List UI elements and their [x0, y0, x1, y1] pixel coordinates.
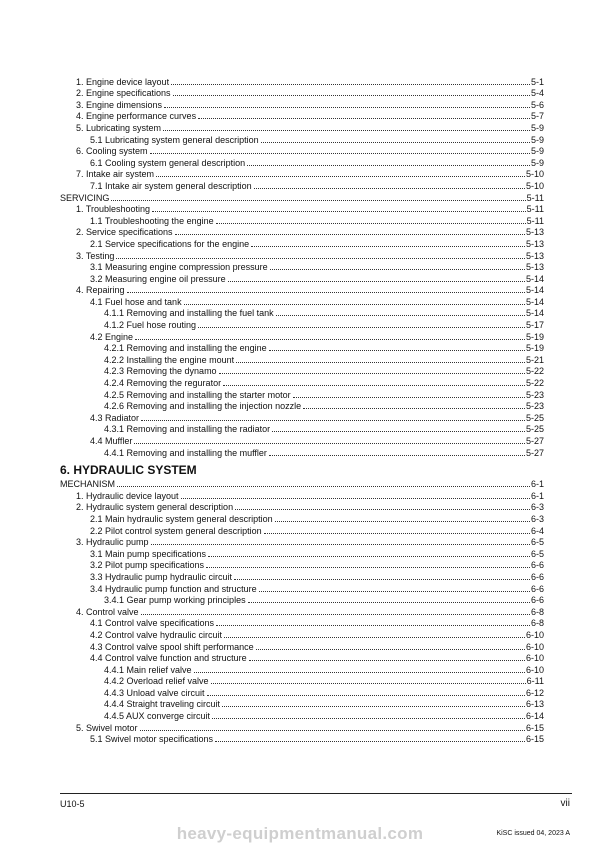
toc-entry-page: 6-4 [530, 525, 544, 536]
toc-entry-page: 5-13 [525, 227, 544, 238]
dot-leader [276, 309, 525, 316]
toc-entry-title: 4.1 Control valve specifications [90, 618, 215, 629]
toc-entry-page: 5-23 [525, 401, 544, 412]
toc-entry-title: 4.2.3 Removing the dynamo [104, 366, 217, 377]
toc-entry-page: 5-7 [530, 111, 544, 122]
dot-leader [228, 275, 525, 282]
toc-entry[interactable] [60, 641, 544, 653]
toc-entry-page: 6-6 [530, 583, 544, 594]
dot-leader [206, 561, 530, 568]
dot-leader [269, 344, 525, 351]
toc-entry-page: 5-9 [530, 134, 544, 145]
toc-entry-title: 4.3 Control valve spool shift performance [90, 641, 254, 652]
toc-entry-title: 4.4.2 Overload relief valve [104, 676, 209, 687]
toc-entry[interactable] [60, 699, 544, 711]
toc-entry-title: 4. Control valve [76, 606, 139, 617]
dot-leader [249, 654, 525, 661]
toc-entry-page: 5-19 [525, 343, 544, 354]
toc-entry-title: 5. Swivel motor [76, 722, 138, 733]
toc-entry-title: 3. Testing [76, 250, 115, 261]
dot-leader [140, 724, 525, 731]
dot-leader [235, 503, 530, 510]
toc-entry[interactable] [60, 606, 544, 618]
toc-entry-page: 6-10 [525, 653, 544, 664]
dot-leader [236, 356, 525, 363]
toc-entry-title: MECHANISM [60, 479, 116, 490]
toc-entry-title: 4.3 Radiator [90, 412, 140, 423]
toc-entry-page: 5-9 [530, 157, 544, 168]
toc-entry[interactable] [60, 192, 544, 204]
toc-entry[interactable] [60, 424, 544, 436]
toc-entry-title: 1. Troubleshooting [76, 204, 151, 215]
toc-entry-title: 4.4.1 Removing and installing the muffler [104, 447, 267, 458]
dot-leader [141, 414, 525, 421]
toc-entry-page: 6-3 [530, 513, 544, 524]
toc-entry-title: 4. Repairing [76, 285, 125, 296]
toc-entry-title: 7.1 Intake air system general description [90, 180, 252, 191]
dot-leader [150, 147, 530, 154]
toc-entry-title: 6.1 Cooling system general description [90, 157, 246, 168]
table-of-contents [60, 76, 544, 745]
toc-entry-page: 6-8 [530, 606, 544, 617]
toc-entry-title: 4.4.5 AUX converge circuit [104, 711, 211, 722]
dot-leader [303, 402, 525, 409]
toc-entry[interactable] [60, 537, 544, 549]
dot-leader [269, 449, 525, 456]
toc-entry-page: 5-6 [530, 99, 544, 110]
toc-entry-title: 4.3.1 Removing and installing the radiator [104, 424, 271, 435]
toc-entry[interactable] [60, 308, 544, 320]
dot-leader [116, 252, 525, 259]
toc-entry-page: 6-3 [530, 502, 544, 513]
toc-entry-page: 6-10 [525, 641, 544, 652]
toc-entry[interactable] [60, 227, 544, 239]
toc-entry-page: 5-14 [525, 308, 544, 319]
toc-entry[interactable] [60, 595, 544, 607]
dot-leader [151, 538, 530, 545]
toc-entry-page: 5-27 [525, 447, 544, 458]
toc-entry-title: 4.4.1 Main relief valve [104, 664, 192, 675]
toc-entry-page: 6-15 [525, 722, 544, 733]
toc-entry[interactable] [60, 571, 544, 583]
toc-entry[interactable] [60, 401, 544, 413]
footer-divider [60, 793, 572, 794]
dot-leader [234, 573, 530, 580]
toc-entry-page: 5-9 [530, 146, 544, 157]
toc-entry[interactable] [60, 479, 544, 491]
toc-entry-title: 3.2 Measuring engine oil pressure [90, 273, 226, 284]
dot-leader [293, 391, 525, 398]
model-code: U10-5 [60, 799, 85, 809]
toc-entry-page: 5-25 [525, 424, 544, 435]
toc-entry-title: 5.1 Lubricating system general description [90, 134, 259, 145]
dot-leader [173, 89, 530, 96]
dot-leader [181, 492, 530, 499]
dot-leader [127, 286, 525, 293]
toc-entry[interactable] [60, 664, 544, 676]
dot-leader [198, 112, 530, 119]
toc-entry-title: 3.4 Hydraulic pump function and structure [90, 583, 257, 594]
toc-entry-page: 5-25 [525, 412, 544, 423]
dot-leader [211, 677, 526, 684]
toc-entry[interactable] [60, 513, 544, 525]
dot-leader [215, 735, 525, 742]
dot-leader [247, 159, 530, 166]
toc-entry-page: 5-13 [525, 238, 544, 249]
toc-entry[interactable] [60, 285, 544, 297]
toc-entry[interactable] [60, 583, 544, 595]
toc-entry-title: 4.4.3 Unload valve circuit [104, 687, 205, 698]
toc-entry[interactable] [60, 319, 544, 331]
dot-leader [207, 689, 525, 696]
toc-entry[interactable] [60, 262, 544, 274]
dot-leader [275, 515, 530, 522]
toc-entry-page: 6-10 [525, 664, 544, 675]
toc-entry-title: 5.1 Swivel motor specifications [90, 734, 214, 745]
toc-entry[interactable] [60, 377, 544, 389]
dot-leader [152, 205, 526, 212]
dot-leader [259, 585, 530, 592]
toc-entry-title: 3.2 Pilot pump specifications [90, 560, 205, 571]
toc-entry-page: 5-14 [525, 285, 544, 296]
toc-entry-title: 4.2 Control valve hydraulic circuit [90, 629, 223, 640]
toc-entry-title: 4. Engine performance curves [76, 111, 197, 122]
toc-entry-page: 6-6 [530, 571, 544, 582]
dot-leader [216, 619, 530, 626]
dot-leader [163, 124, 530, 131]
toc-entry-page: 6-14 [525, 711, 544, 722]
toc-entry[interactable] [60, 99, 544, 111]
toc-entry-title: 3.1 Measuring engine compression pressure [90, 262, 268, 273]
toc-entry[interactable] [60, 722, 544, 734]
toc-entry[interactable] [60, 238, 544, 250]
toc-entry-page: 5-10 [525, 169, 544, 180]
toc-entry-title: 1.1 Troubleshooting the engine [90, 215, 214, 226]
toc-entry-title: 4.4.4 Straight traveling circuit [104, 699, 221, 710]
toc-entry[interactable] [60, 215, 544, 227]
toc-entry[interactable] [60, 354, 544, 366]
toc-entry-title: 4.1.2 Fuel hose routing [104, 320, 197, 331]
dot-leader [156, 170, 525, 177]
toc-entry[interactable] [60, 204, 544, 216]
dot-leader [251, 240, 525, 247]
dot-leader [222, 700, 525, 707]
dot-leader [256, 643, 525, 650]
toc-entry[interactable] [60, 676, 544, 688]
toc-entry-page: 5-14 [525, 273, 544, 284]
toc-entry[interactable] [60, 273, 544, 285]
toc-entry[interactable] [60, 366, 544, 378]
toc-entry-title: 4.4 Muffler [90, 436, 133, 446]
dot-leader [141, 608, 530, 615]
dot-leader [135, 333, 525, 340]
toc-entry[interactable] [60, 180, 544, 192]
toc-entry-title: 1. Engine device layout [76, 76, 170, 87]
toc-entry-title: 6. Cooling system [76, 146, 148, 157]
toc-entry[interactable] [60, 525, 544, 537]
toc-entry-title: 4.2.2 Installing the engine mount [104, 354, 235, 365]
dot-leader [254, 182, 525, 189]
dot-leader [184, 298, 525, 305]
toc-entry[interactable] [60, 629, 544, 641]
toc-entry-page: 6-11 [526, 676, 544, 687]
dot-leader [219, 367, 525, 374]
toc-entry[interactable] [60, 490, 544, 502]
toc-entry-page: 6-1 [530, 479, 544, 490]
toc-entry-title: 2. Engine specifications [76, 88, 171, 99]
toc-entry-title: 3.4.1 Gear pump working principles [104, 595, 246, 606]
toc-entry[interactable] [60, 653, 544, 665]
toc-entry[interactable] [60, 343, 544, 355]
toc-entry-title: 5. Lubricating system [76, 122, 162, 133]
toc-entry[interactable] [60, 331, 544, 343]
dot-leader [223, 379, 525, 386]
page-number: vii [560, 798, 570, 809]
toc-entry[interactable] [60, 412, 544, 424]
toc-entry-page: 6-6 [530, 595, 544, 606]
toc-entry-page: 5-4 [530, 88, 544, 99]
dot-leader [216, 217, 526, 224]
dot-leader [175, 228, 525, 235]
toc-entry-page: 5-22 [525, 366, 544, 377]
dot-leader [264, 527, 530, 534]
dot-leader [270, 263, 525, 270]
toc-entry-title: 2. Service specifications [76, 227, 173, 238]
toc-entry-page: 6-6 [530, 560, 544, 571]
toc-entry[interactable] [60, 560, 544, 572]
toc-entry-title: 4.2 Engine [90, 331, 134, 342]
toc-entry-page: 5-14 [525, 296, 544, 307]
toc-entry-page: 5-27 [525, 436, 544, 446]
issue-note: KiSC issued 04, 2023 A [496, 830, 570, 837]
toc-entry-title: 1. Hydraulic device layout [76, 490, 179, 501]
toc-entry[interactable] [60, 687, 544, 699]
toc-entry-title: 2.1 Main hydraulic system general description [90, 513, 273, 524]
toc-entry-page: 5-9 [530, 122, 544, 133]
toc-entry-page: 5-13 [525, 250, 544, 261]
toc-entry[interactable] [60, 296, 544, 308]
chapter-title: 6. HYDRAULIC SYSTEM [60, 462, 197, 477]
dot-leader [261, 136, 530, 143]
toc-entry-title: 7. Intake air system [76, 169, 155, 180]
toc-entry-page: 5-11 [526, 204, 544, 215]
toc-entry[interactable] [60, 618, 544, 630]
toc-entry-page: 6-10 [525, 629, 544, 640]
toc-entry-title: 4.4 Control valve function and structure [90, 653, 247, 664]
toc-entry[interactable] [60, 169, 544, 181]
toc-entry-title: SERVICING [60, 192, 110, 203]
toc-entry-page: 6-12 [525, 687, 544, 698]
toc-entry-title: 4.1 Fuel hose and tank [90, 296, 182, 307]
toc-entry[interactable] [60, 389, 544, 401]
toc-entry[interactable] [60, 548, 544, 560]
toc-entry[interactable] [60, 157, 544, 169]
toc-entry-page: 5-23 [525, 389, 544, 400]
dot-leader [248, 596, 530, 603]
toc-entry[interactable] [60, 435, 544, 447]
dot-leader [134, 437, 525, 444]
toc-entry[interactable] [60, 502, 544, 514]
toc-entry[interactable] [60, 710, 544, 722]
toc-entry[interactable] [60, 88, 544, 100]
dot-leader [194, 666, 525, 673]
toc-entry-page: 5-19 [525, 331, 544, 342]
toc-entry-page: 6-15 [525, 734, 544, 745]
dot-leader [198, 321, 525, 328]
toc-entry-title: 4.2.5 Removing and installing the starter motor [104, 389, 291, 400]
toc-entry-title: 3. Hydraulic pump [76, 537, 149, 548]
dot-leader [171, 78, 530, 85]
toc-entry-title: 3.3 Hydraulic pump hydraulic circuit [90, 571, 233, 582]
toc-entry-title: 2.2 Pilot control system general description [90, 525, 262, 536]
toc-entry-page: 5-1 [530, 76, 544, 87]
dot-leader [111, 194, 525, 201]
toc-entry-title: 4.1.1 Removing and installing the fuel tank [104, 308, 274, 319]
dot-leader [208, 550, 530, 557]
dot-leader [212, 712, 525, 719]
toc-entry-title: 4.2.1 Removing and installing the engine [104, 343, 267, 354]
toc-entry-title: 3.1 Main pump specifications [90, 548, 207, 559]
toc-entry[interactable] [60, 76, 544, 88]
toc-entry[interactable] [60, 146, 544, 158]
dot-leader [272, 425, 525, 432]
toc-entry-title: 2.1 Service specifications for the engine [90, 238, 250, 249]
toc-entry[interactable] [60, 134, 544, 146]
toc-entry-title: 2. Hydraulic system general description [76, 502, 234, 513]
watermark: heavy-equipmentmanual.com [176, 824, 424, 843]
toc-entry-page: 6-8 [530, 618, 544, 629]
toc-entry[interactable] [60, 122, 544, 134]
toc-entry-page: 5-17 [525, 320, 544, 331]
toc-entry[interactable] [60, 111, 544, 123]
toc-entry-page: 6-13 [525, 699, 544, 710]
toc-entry-page: 5-10 [525, 180, 544, 191]
toc-entry-page: 6-1 [530, 490, 544, 501]
toc-entry[interactable] [60, 734, 544, 746]
dot-leader [117, 480, 530, 487]
toc-entry-title: 4.2.6 Removing and installing the injection nozzle [104, 401, 302, 412]
toc-entry-page: 6-5 [530, 537, 544, 548]
toc-entry-title: 4.2.4 Removing the regurator [104, 378, 222, 389]
toc-entry[interactable] [60, 250, 544, 262]
toc-entry-page: 6-5 [530, 548, 544, 559]
toc-entry[interactable] [60, 447, 544, 459]
dot-leader [164, 101, 530, 108]
toc-entry-page: 5-13 [525, 262, 544, 273]
toc-entry-title: 3. Engine dimensions [76, 99, 163, 110]
toc-entry-page: 5-11 [526, 192, 544, 203]
dot-leader [224, 631, 525, 638]
toc-entry-page: 5-11 [526, 215, 544, 226]
toc-entry-page: 5-22 [525, 378, 544, 389]
toc-entry-page: 5-21 [525, 354, 544, 365]
chapter-heading [60, 463, 544, 477]
